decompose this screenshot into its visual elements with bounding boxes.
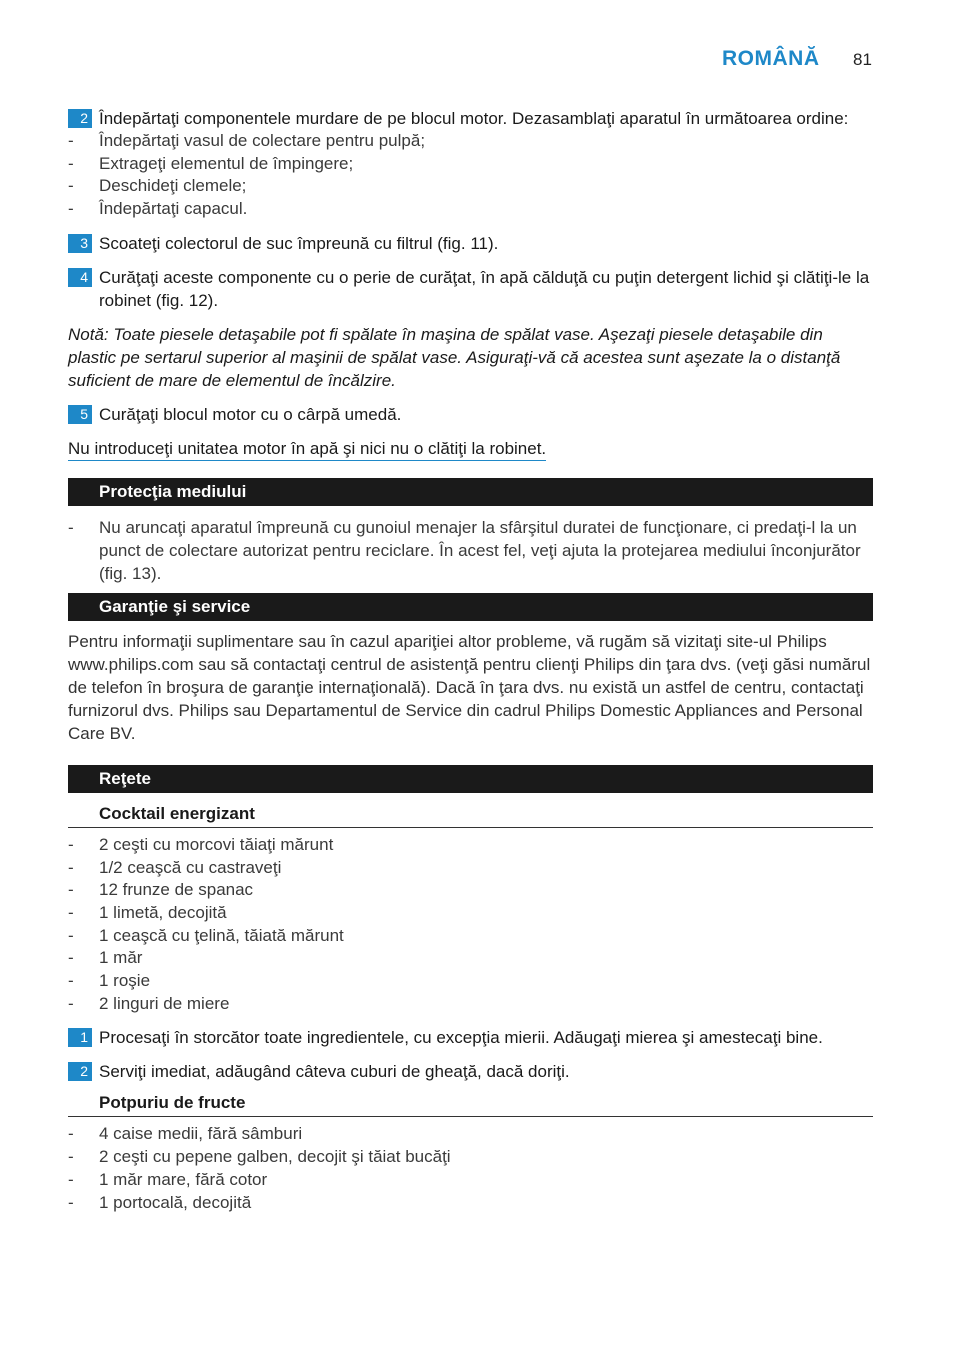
warning-text: Nu introduceţi unitatea motor în apă şi nici nu o clătiţi la robinet. <box>68 437 873 460</box>
page-content <box>68 107 873 1214</box>
list-item: - Îndepărtaţi vasul de colectare pentru pulpă; <box>68 131 426 150</box>
step-number-badge: 2 <box>68 109 92 128</box>
list-item: - 2 ceşti cu morcovi tăiaţi mărunt <box>68 834 334 854</box>
step-number-badge: 5 <box>68 405 92 424</box>
page-number: 81 <box>853 50 872 69</box>
step-item <box>68 403 873 426</box>
list-item: - 2 linguri de miere <box>68 993 230 1013</box>
step-text: Procesaţi în storcător toate ingredientele, cu excepţia mierii. Adăugaţi mierea şi amestecaţi bine. <box>99 1028 823 1048</box>
list-item: - 12 frunze de spanac <box>68 880 254 900</box>
list-item: - 1 roşie <box>68 971 151 991</box>
list-item: - 2 ceşti cu pepene galben, decojit şi tăiat bucăţi <box>68 1147 451 1167</box>
step-item <box>68 107 873 130</box>
list-item: - 1 măr mare, fără cotor <box>68 1169 268 1189</box>
recipe-title-potpourri: Potpuriu de fructe <box>68 1091 873 1117</box>
list-item: - 1 portocală, decojită <box>68 1192 252 1212</box>
step-text: Îndepărtaţi componentele murdare de pe blocul motor. Dezasamblaţi aparatul în următoarea ordine: <box>99 109 849 128</box>
step-text: Curăţaţi aceste componente cu o perie de curăţat, în apă călduţă cu puţin detergent lichid şi clătiţi-le la robinet (fig. 12). <box>99 267 870 310</box>
disassembly-list <box>68 130 873 221</box>
ingredient-list <box>68 834 873 1016</box>
ingredient-list <box>68 1123 873 1214</box>
list-item: - Nu aruncaţi aparatul împreună cu gunoiul menajer la sfârşitul duratei de funcţionare, ci predaţi-l la un punct de colectare autorizat pentru reciclare. În acest fel, veţi ajuta la protejarea mediului înconjurător (fig. 13). <box>68 517 861 583</box>
step-text: Curăţaţi blocul motor cu o cârpă umedă. <box>99 404 402 424</box>
list-item: - 4 caise medii, fără sâmburi <box>68 1124 303 1144</box>
list-item: - 1/2 ceaşcă cu castraveţi <box>68 857 282 877</box>
recipe-title-cocktail: Cocktail energizant <box>68 802 873 828</box>
list-item: - 1 limetă, decojită <box>68 902 227 922</box>
list-item: - 1 măr <box>68 948 143 968</box>
note-text: Notă: Toate piesele detaşabile pot fi spălate în maşina de spălat vase. Aşezaţi piesele detaşabile din plastic pe sertarul superior al maşinii de spălat vase. Asiguraţi-vă că acestea sunt aşezate la o distanţă suficient de mare de elementul de încălzire. <box>68 324 841 390</box>
step-item <box>68 1026 873 1049</box>
step-text: Scoateţi colectorul de suc împreună cu filtrul (fig. 11). <box>99 233 499 253</box>
step-number-badge: 4 <box>68 268 92 287</box>
step-item <box>68 232 873 255</box>
step-item <box>68 1060 873 1083</box>
step-number-badge: 1 <box>68 1028 92 1047</box>
guarantee-paragraph: Pentru informaţii suplimentare sau în cazul apariţiei altor probleme, vă rugăm să vizitaţi site-ul Philips www.philips.com sau să contactaţi centrul de asistenţă pentru clienţi Philips din ţara dvs. (veţi găsi numărul de telefon în broşura de garanţie internaţională). Dacă în ţara dvs. nu există un astfel de centru, contactaţi furnizorul dvs. Philips sau Departamentul de Service din cadrul Philips Domestic Appliances and Personal Care BV. <box>68 631 871 743</box>
section-heading-environment: Protecţia mediului <box>68 478 873 506</box>
list-item: - 1 ceaşcă cu ţelină, tăiată mărunt <box>68 925 344 945</box>
section-heading-guarantee: Garanţie şi service <box>68 593 873 621</box>
section-heading-recipes: Reţete <box>68 765 873 793</box>
list-item: - Deschideţi clemele; <box>68 176 247 196</box>
step-number-badge: 2 <box>68 1062 92 1081</box>
step-text: Serviţi imediat, adăugând câteva cuburi de gheaţă, dacă doriţi. <box>99 1062 570 1082</box>
list-item: - Îndepărtaţi capacul. <box>68 199 248 219</box>
step-number-badge: 3 <box>68 234 92 253</box>
language-label: ROMÂNĂ <box>722 47 820 70</box>
list-item: - Extrageţi elementul de împingere; <box>68 153 354 173</box>
step-item <box>68 266 873 312</box>
